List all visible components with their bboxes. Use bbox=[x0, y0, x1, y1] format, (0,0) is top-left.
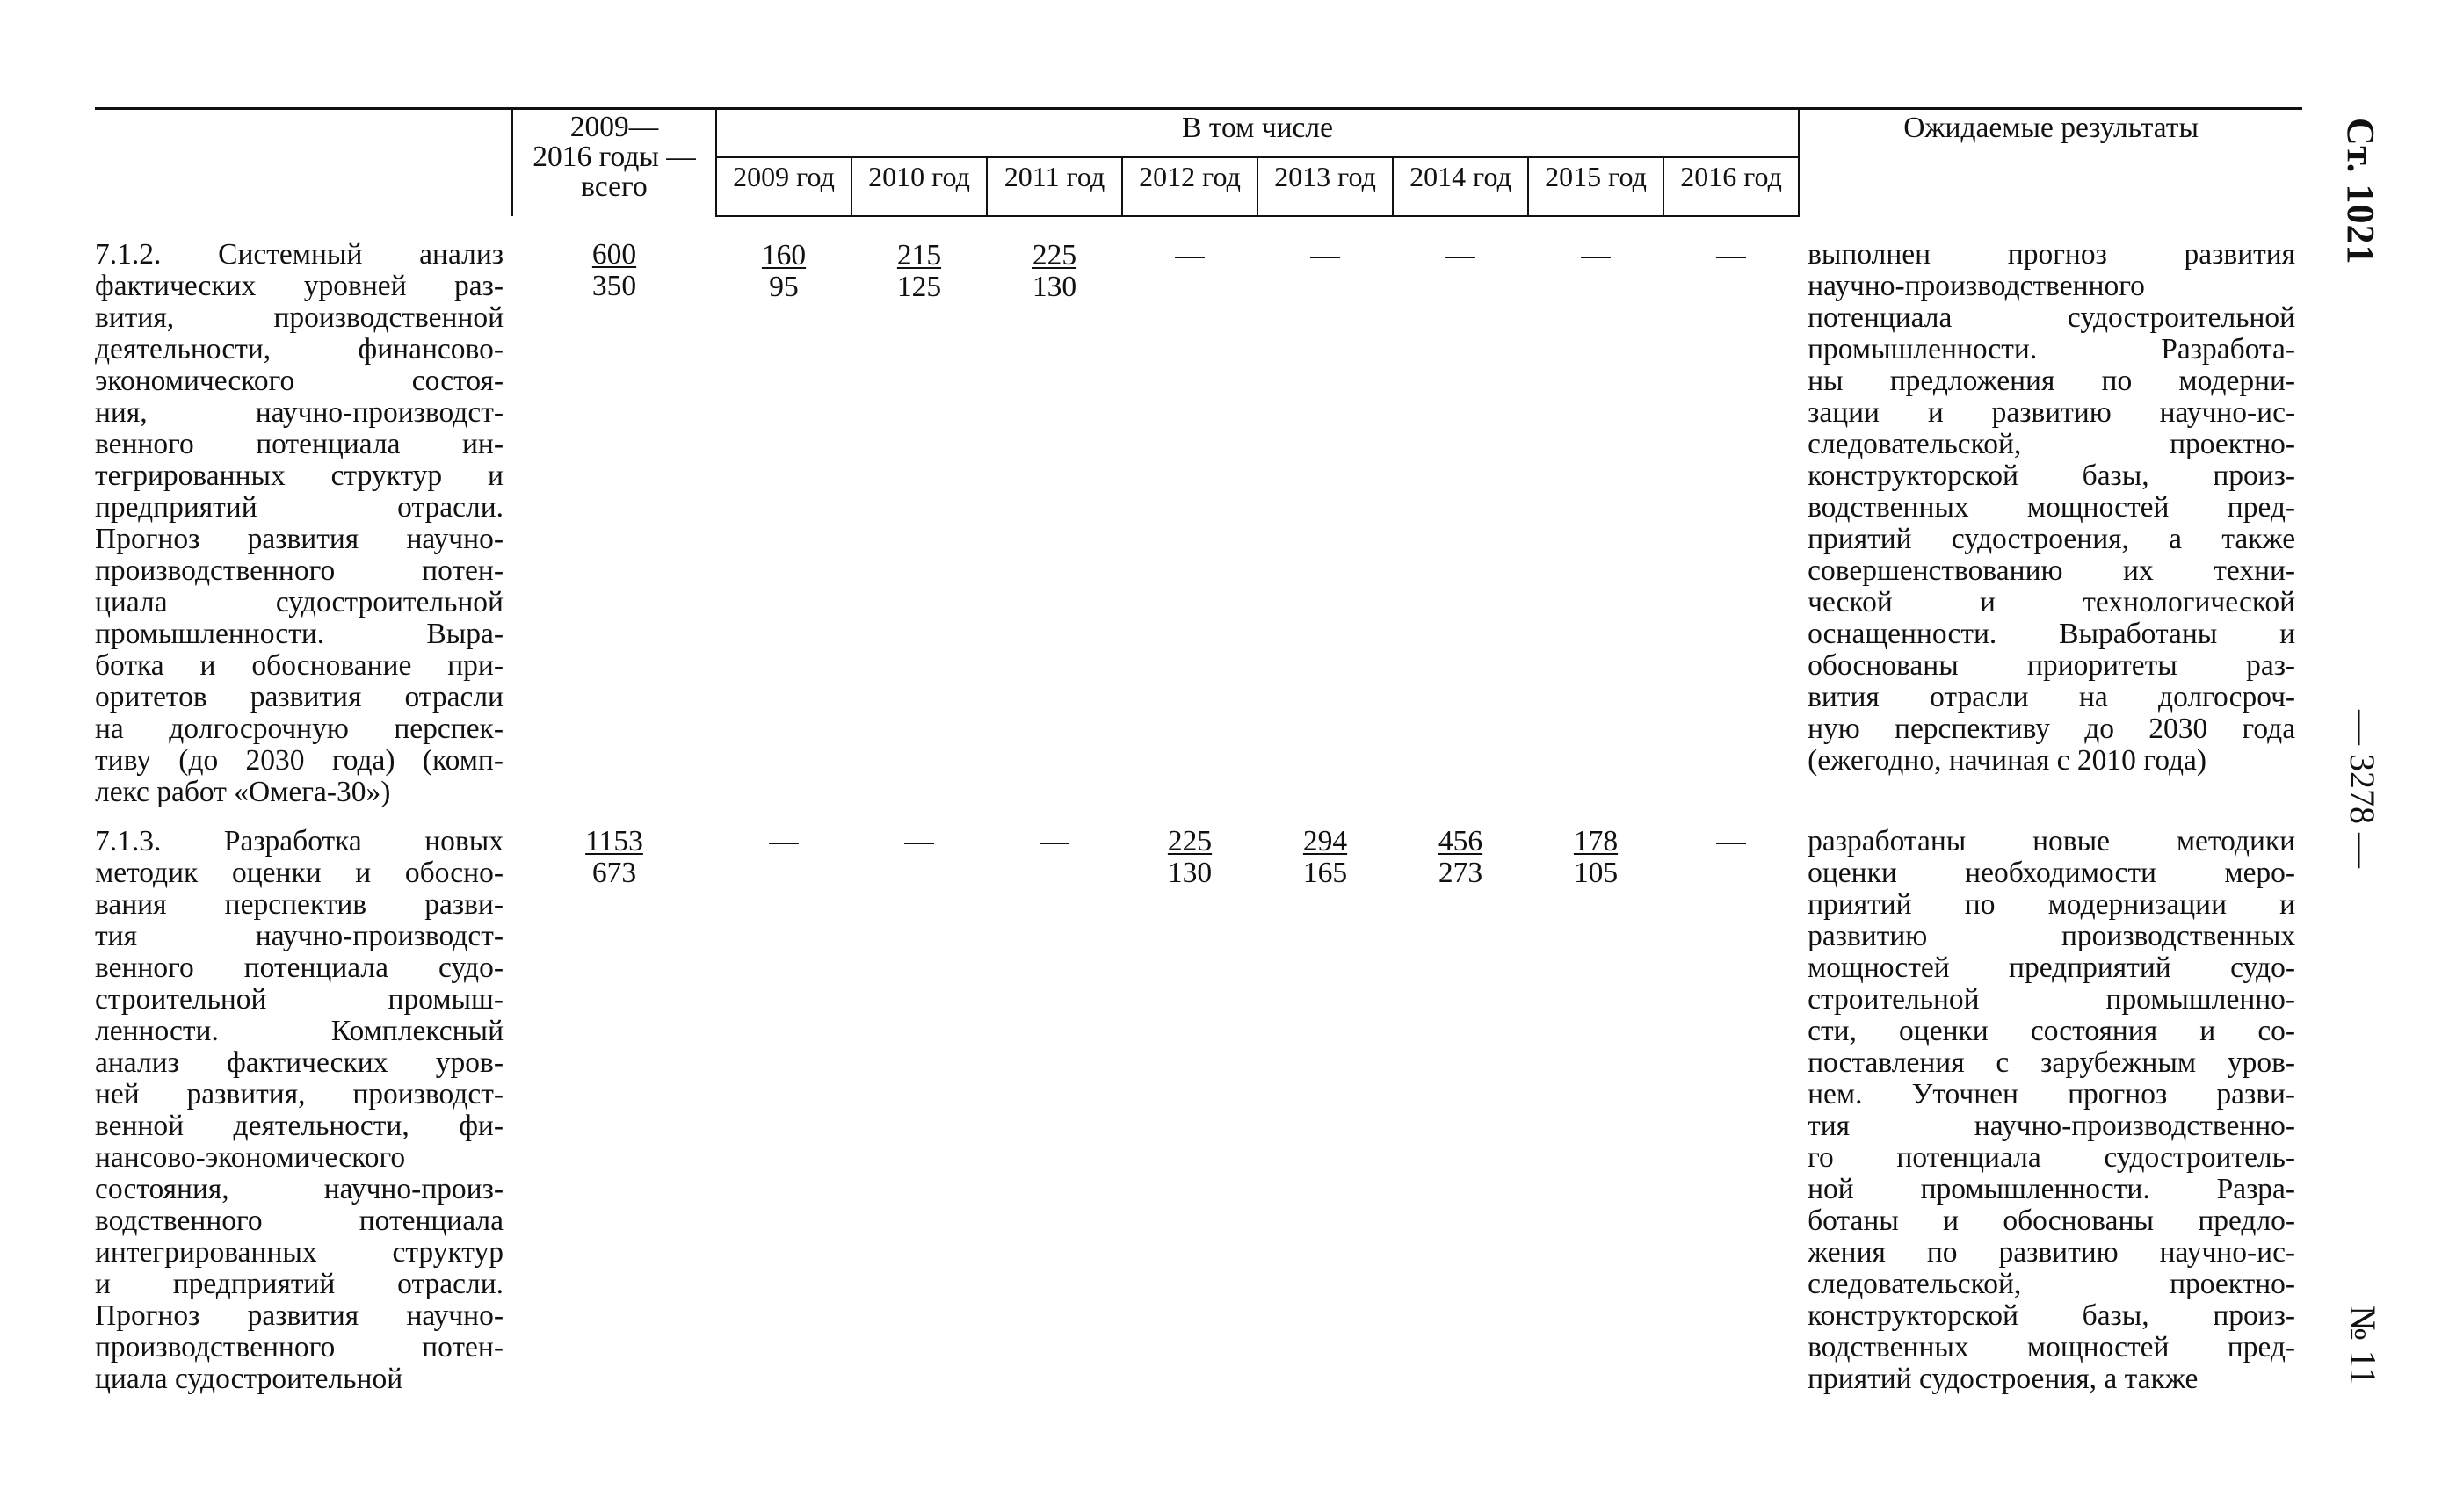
header-including: В том числе bbox=[716, 109, 1799, 158]
year-cell bbox=[1528, 216, 1663, 808]
description-line: Прогноз развития научно- bbox=[95, 1299, 504, 1332]
description-line: вания перспектив разви- bbox=[95, 888, 504, 921]
no-funding-dash: — bbox=[1581, 239, 1611, 271]
description-line: вития, производственной bbox=[95, 301, 504, 334]
result-line: совершенствованию их техни- bbox=[1808, 554, 2296, 587]
funding-federal-value: 130 bbox=[1032, 271, 1077, 303]
result-line: поставления с зарубежным уров- bbox=[1808, 1046, 2296, 1079]
result-line: оценки необходимости меро- bbox=[1808, 857, 2296, 889]
year-cell bbox=[1663, 808, 1799, 1395]
funding-fraction bbox=[1168, 826, 1212, 889]
header-year: 2012 год bbox=[1122, 157, 1257, 216]
program-table bbox=[95, 107, 2302, 1395]
description-line: тиву (до 2030 года) (комп- bbox=[95, 744, 504, 777]
result-line: обоснованы приоритеты раз- bbox=[1808, 649, 2296, 682]
description-line: венного потенциала ин- bbox=[95, 428, 504, 460]
description-line: водственного потенциала bbox=[95, 1205, 504, 1237]
description-line: на долгосрочную перспек- bbox=[95, 713, 504, 745]
description-line: тия научно-производст- bbox=[95, 920, 504, 952]
result-line: промышленности. Разработа- bbox=[1808, 333, 2296, 365]
description-line: циала судостроительной bbox=[95, 586, 504, 619]
header-year: 2013 год bbox=[1257, 157, 1393, 216]
no-funding-dash: — bbox=[1445, 239, 1475, 271]
result-line: конструкторской базы, произ- bbox=[1808, 1299, 2296, 1332]
header-total-line: всего bbox=[581, 170, 648, 203]
result-line: выполнен прогноз развития bbox=[1808, 238, 2296, 271]
funding-total-value: 225 bbox=[1167, 825, 1213, 857]
year-cell bbox=[1122, 216, 1257, 808]
header-total-line: 2009— bbox=[569, 111, 659, 143]
result-line: ную перспективу до 2030 года bbox=[1808, 713, 2296, 745]
description-line: 7.1.2. Системный анализ bbox=[95, 238, 504, 271]
header-year: 2009 год bbox=[716, 157, 851, 216]
total-cell bbox=[512, 808, 716, 1395]
expected-results bbox=[1799, 808, 2302, 1395]
no-funding-dash: — bbox=[1310, 239, 1340, 271]
description-line: деятельности, финансово- bbox=[95, 333, 504, 365]
result-line: конструкторской базы, произ- bbox=[1808, 459, 2296, 492]
result-line: жения по развитию научно-ис- bbox=[1808, 1236, 2296, 1269]
description-line: циала судостроительной bbox=[95, 1363, 403, 1395]
program-table-page bbox=[95, 107, 2302, 1395]
year-cell bbox=[851, 808, 987, 1395]
year-cell bbox=[1257, 808, 1393, 1395]
result-line: зации и развитию научно-ис- bbox=[1808, 396, 2296, 429]
result-line: (ежегодно, начиная с 2010 года) bbox=[1808, 744, 2207, 777]
funding-fraction bbox=[762, 240, 806, 303]
no-funding-dash: — bbox=[1175, 239, 1205, 271]
description-line: венной деятельности, фи- bbox=[95, 1110, 504, 1142]
description-line: интегрированных структур bbox=[95, 1236, 504, 1269]
result-line: ческой и технологической bbox=[1808, 586, 2296, 619]
description-line: ней развития, производст- bbox=[95, 1078, 504, 1110]
result-line: ны предложения по модерни- bbox=[1808, 365, 2296, 397]
description-line: венного потенциала судо- bbox=[95, 951, 504, 984]
result-line: водственных мощностей пред- bbox=[1808, 1331, 2296, 1364]
year-cell bbox=[1257, 216, 1393, 808]
description-line: лекс работ «Омега-30») bbox=[95, 776, 391, 808]
year-cell bbox=[851, 216, 987, 808]
margin-page-ref: Ст. 1021 bbox=[2339, 118, 2382, 265]
funding-total-value: 294 bbox=[1302, 825, 1348, 857]
funding-federal-value: 125 bbox=[896, 271, 942, 303]
margin-issue-number: № 11 bbox=[2342, 1306, 2382, 1386]
table-row bbox=[95, 808, 2302, 1395]
result-line: сти, оценки состояния и со- bbox=[1808, 1015, 2296, 1047]
funding-total-value: 600 bbox=[591, 238, 637, 271]
header-total-line: 2016 годы — bbox=[533, 141, 696, 173]
result-line: следовательской, проектно- bbox=[1808, 428, 2296, 460]
result-line: ботаны и обоснованы предло- bbox=[1808, 1205, 2296, 1237]
description-line: нансово-экономического bbox=[95, 1141, 406, 1174]
funding-total-value: 225 bbox=[1032, 239, 1077, 271]
result-line: водственных мощностей пред- bbox=[1808, 491, 2296, 524]
description-line: фактических уровней раз- bbox=[95, 270, 504, 302]
funding-federal-value: 165 bbox=[1302, 857, 1348, 889]
result-line: приятий судостроения, а также bbox=[1808, 1363, 2199, 1395]
funding-federal-value: 673 bbox=[591, 857, 637, 889]
description-line: строительной промыш- bbox=[95, 983, 504, 1016]
result-line: го потенциала судостроитель- bbox=[1808, 1141, 2296, 1174]
result-line: следовательской, проектно- bbox=[1808, 1268, 2296, 1300]
activity-description bbox=[95, 808, 512, 1395]
result-line: потенциала судостроительной bbox=[1808, 301, 2296, 334]
header-year: 2011 год bbox=[987, 157, 1122, 216]
result-line: оснащенности. Выработаны и bbox=[1808, 618, 2296, 650]
description-line: Прогноз развития научно- bbox=[95, 523, 504, 555]
funding-federal-value: 95 bbox=[769, 271, 799, 303]
funding-federal-value: 130 bbox=[1167, 857, 1213, 889]
result-line: мощностей предприятий судо- bbox=[1808, 951, 2296, 984]
total-cell bbox=[512, 216, 716, 808]
header-year: 2010 год bbox=[851, 157, 987, 216]
description-line: 7.1.3. Разработка новых bbox=[95, 825, 504, 857]
funding-total-value: 456 bbox=[1438, 825, 1483, 857]
description-line: производственного потен- bbox=[95, 554, 504, 587]
no-funding-dash: — bbox=[1040, 825, 1069, 857]
no-funding-dash: — bbox=[1716, 239, 1746, 271]
result-line: развитию производственных bbox=[1808, 920, 2296, 952]
year-cell bbox=[1122, 808, 1257, 1395]
description-line: тегрированных структур и bbox=[95, 459, 504, 492]
result-line: разработаны новые методики bbox=[1808, 825, 2296, 857]
funding-fraction bbox=[585, 826, 643, 889]
description-line: методик оценки и обосно- bbox=[95, 857, 504, 889]
funding-fraction bbox=[1032, 240, 1076, 303]
year-cell bbox=[987, 808, 1122, 1395]
description-line: предприятий отрасли. bbox=[95, 491, 504, 524]
table-row bbox=[95, 216, 2302, 808]
funding-fraction bbox=[592, 239, 636, 302]
result-line: вития отрасли на долгосроч- bbox=[1808, 681, 2296, 713]
header-activity-cell bbox=[95, 109, 512, 217]
result-line: ной промышленности. Разра- bbox=[1808, 1173, 2296, 1205]
funding-total-value: 178 bbox=[1573, 825, 1619, 857]
table-body bbox=[95, 216, 2302, 1395]
funding-federal-value: 105 bbox=[1573, 857, 1619, 889]
description-line: ботка и обоснование при- bbox=[95, 649, 504, 682]
result-line: научно-производственного bbox=[1808, 270, 2145, 302]
description-line: ния, научно-производст- bbox=[95, 396, 504, 429]
header-year: 2014 год bbox=[1393, 157, 1528, 216]
header-total bbox=[512, 109, 716, 217]
result-line: приятий судостроения, а также bbox=[1808, 523, 2296, 555]
funding-total-value: 215 bbox=[896, 239, 942, 271]
funding-fraction bbox=[897, 240, 941, 303]
margin-page-number: — 3278 — bbox=[2343, 710, 2382, 868]
result-line: нем. Уточнен прогноз разви- bbox=[1808, 1078, 2296, 1110]
header-year: 2015 год bbox=[1528, 157, 1663, 216]
description-line: состояния, научно-произ- bbox=[95, 1173, 504, 1205]
description-line: оритетов развития отрасли bbox=[95, 681, 504, 713]
result-line: строительной промышленно- bbox=[1808, 983, 2296, 1016]
description-line: производственного потен- bbox=[95, 1331, 504, 1364]
funding-federal-value: 273 bbox=[1438, 857, 1483, 889]
activity-description bbox=[95, 216, 512, 808]
funding-fraction bbox=[1574, 826, 1618, 889]
result-line: тия научно-производственно- bbox=[1808, 1110, 2296, 1142]
result-line: приятий по модернизации и bbox=[1808, 888, 2296, 921]
description-line: ленности. Комплексный bbox=[95, 1015, 504, 1047]
header-year: 2016 год bbox=[1663, 157, 1799, 216]
funding-fraction bbox=[1438, 826, 1482, 889]
funding-fraction bbox=[1303, 826, 1347, 889]
year-cell bbox=[1393, 808, 1528, 1395]
year-cell bbox=[987, 216, 1122, 808]
year-cell bbox=[1663, 216, 1799, 808]
description-line: экономического состоя- bbox=[95, 365, 504, 397]
header-results: Ожидаемые результаты bbox=[1799, 109, 2302, 217]
funding-total-value: 160 bbox=[761, 239, 807, 271]
year-cell bbox=[716, 216, 851, 808]
year-cell bbox=[716, 808, 851, 1395]
description-line: анализ фактических уров- bbox=[95, 1046, 504, 1079]
year-cell bbox=[1528, 808, 1663, 1395]
funding-federal-value: 350 bbox=[591, 270, 637, 302]
no-funding-dash: — bbox=[904, 825, 934, 857]
description-line: и предприятий отрасли. bbox=[95, 1268, 504, 1300]
no-funding-dash: — bbox=[769, 825, 799, 857]
expected-results bbox=[1799, 216, 2302, 808]
year-cell bbox=[1393, 216, 1528, 808]
funding-total-value: 1153 bbox=[585, 825, 643, 857]
description-line: промышленности. Выра- bbox=[95, 618, 504, 650]
no-funding-dash: — bbox=[1716, 825, 1746, 857]
